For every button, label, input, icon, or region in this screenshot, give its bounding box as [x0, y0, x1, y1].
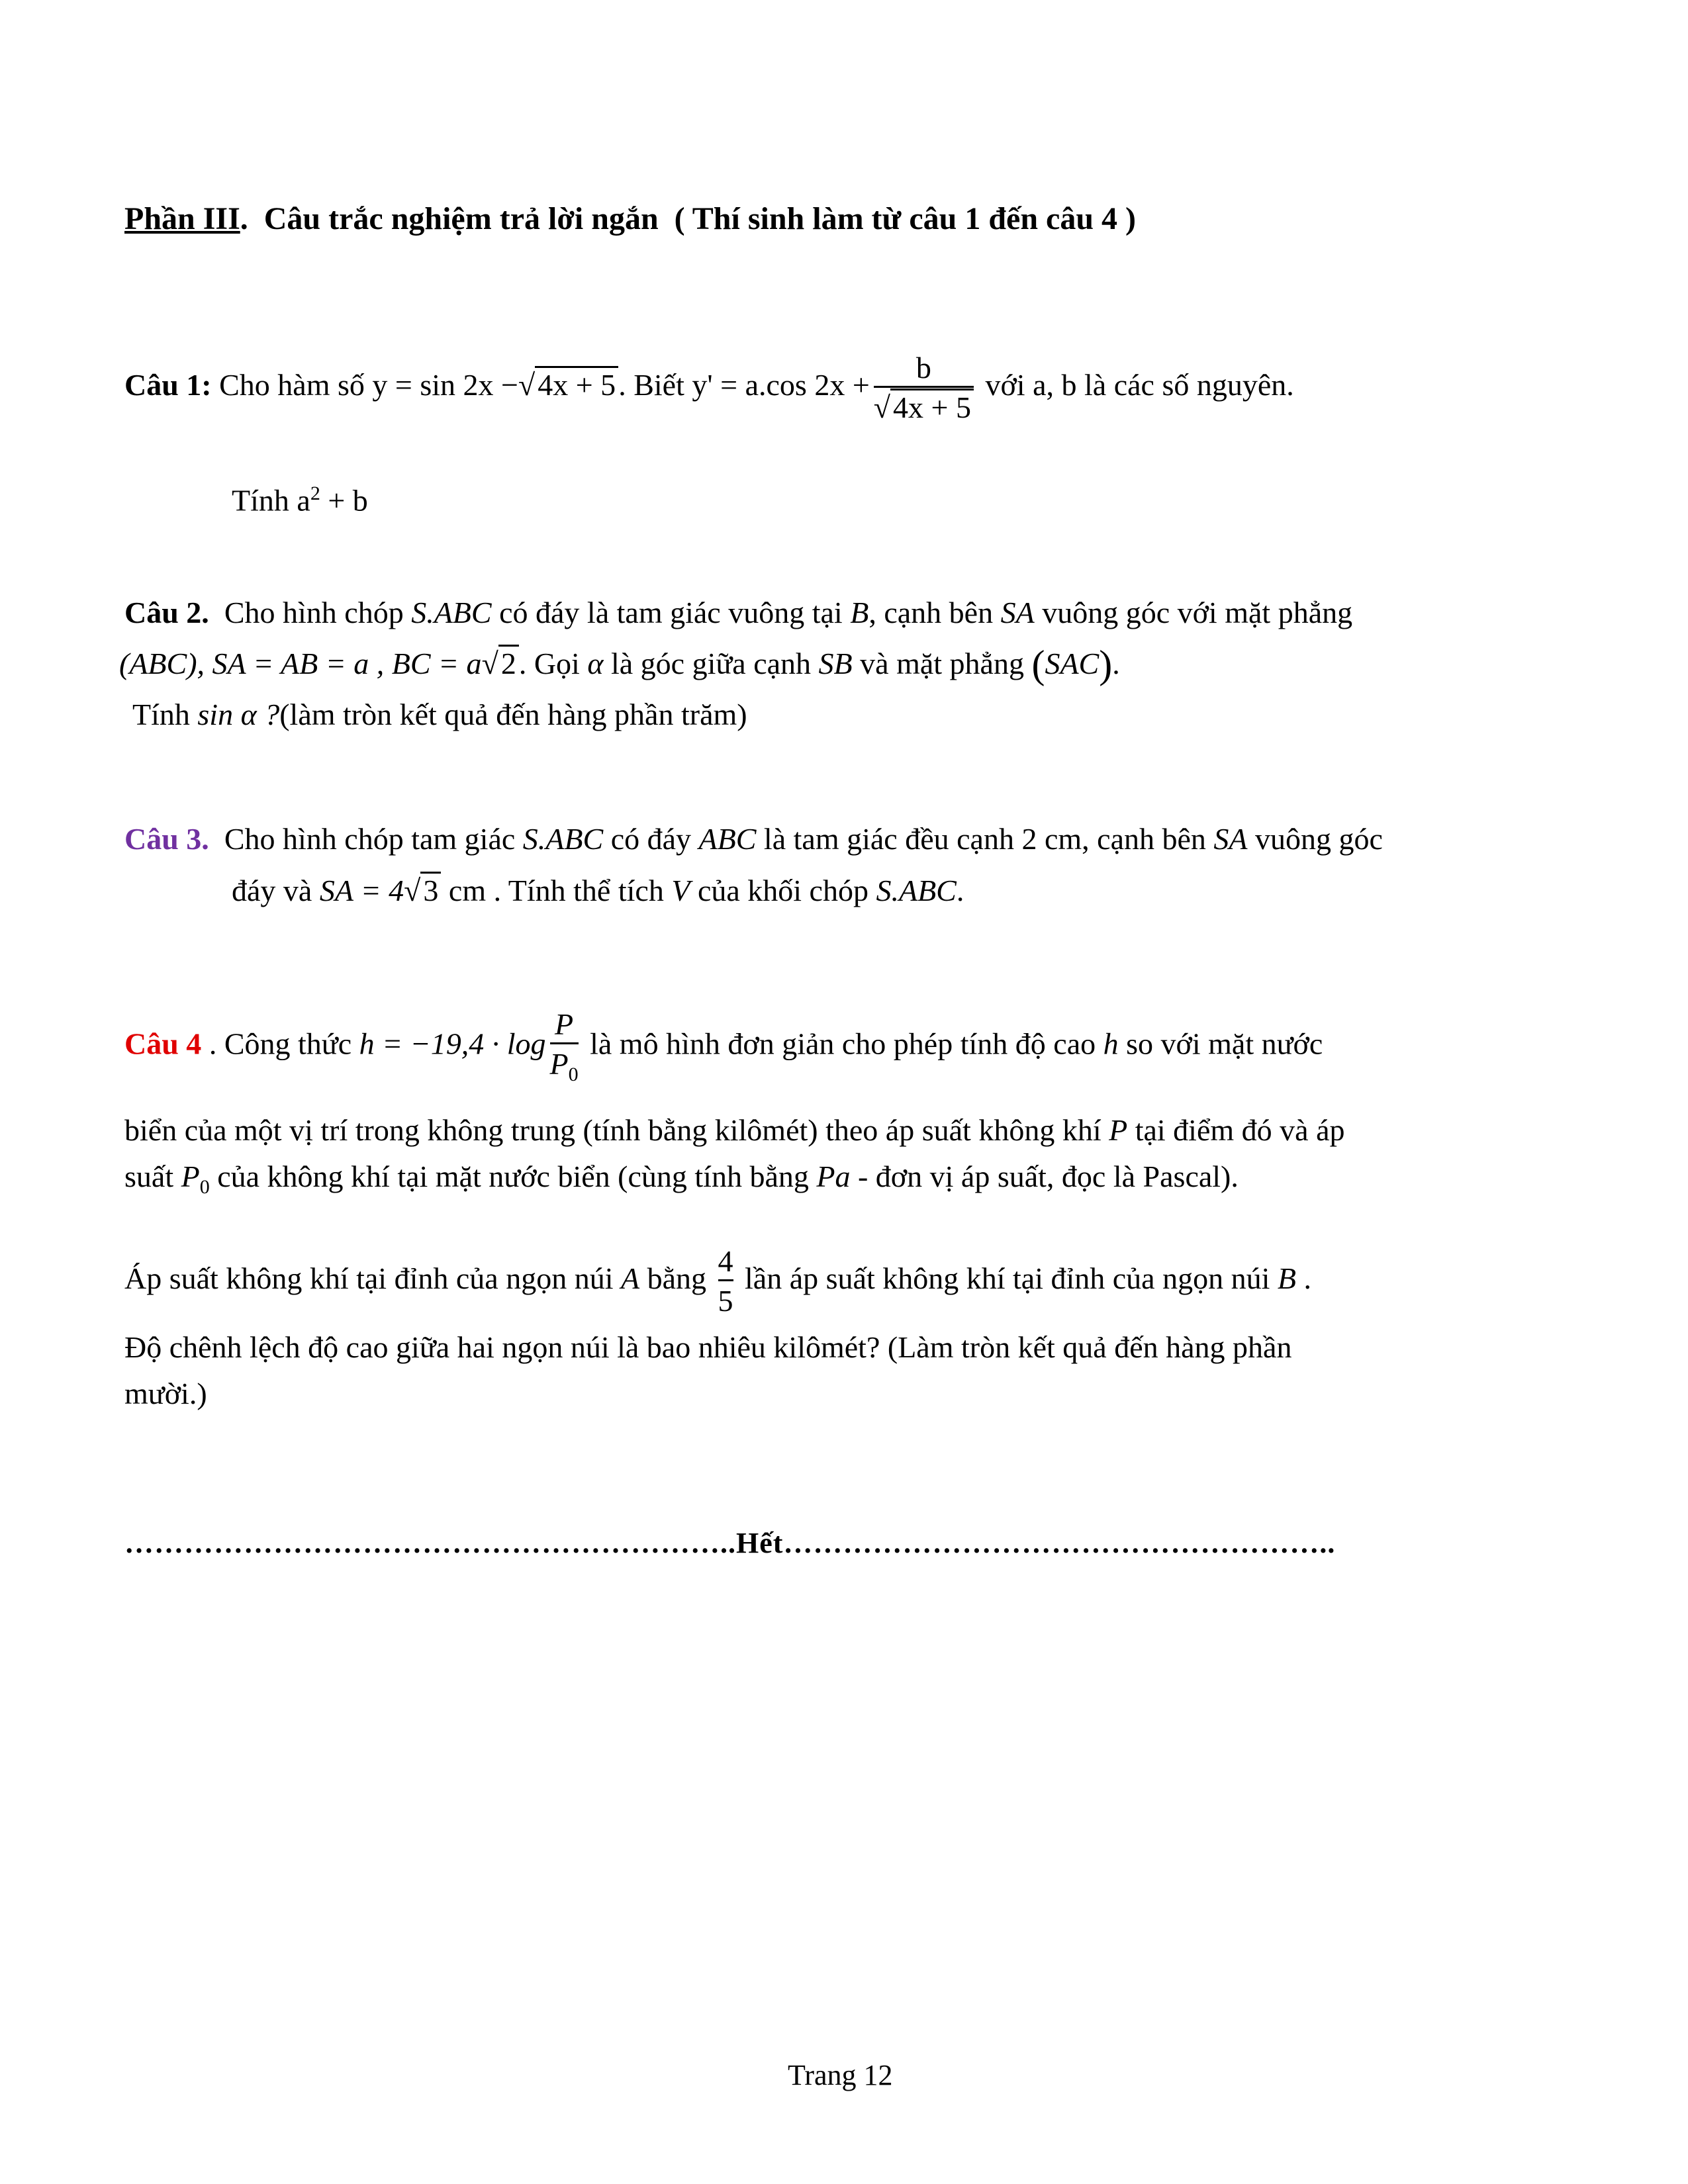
- question-4-fraction-den-sub: 0: [568, 1064, 579, 1086]
- question-4-formula-lhs: h = −19,4 · log: [359, 1026, 546, 1061]
- question-1-fraction-den-radicand: 4x + 5: [890, 388, 974, 424]
- question-4-text-a: . Công thức: [209, 1026, 352, 1061]
- question-4-text-b: là mô hình đơn giản cho phép tính độ cao: [590, 1026, 1096, 1061]
- question-2-sqrt: √2: [482, 645, 519, 682]
- question-1-label: Câu 1:: [124, 367, 212, 402]
- question-2-alpha: α: [587, 647, 604, 680]
- question-1-tail: với a, b là các số nguyên.: [985, 367, 1294, 402]
- section-title: Câu trắc nghiệm trả lời ngắn: [263, 201, 659, 236]
- page-number: Trang 12: [788, 2059, 893, 2091]
- end-marker: [124, 1526, 1335, 1561]
- question-2-text-b: có đáy là tam giác vuông tại: [499, 596, 843, 629]
- question-2-text-angle: là góc giữa cạnh: [610, 647, 812, 680]
- question-1-ask-exp: 2: [310, 482, 320, 504]
- question-1-intro: Cho hàm số: [219, 367, 365, 402]
- question-4-line-6: mười.): [124, 1377, 207, 1410]
- question-2-line-1: [124, 594, 1352, 631]
- question-1-fraction-den: √4x + 5: [874, 386, 974, 426]
- question-1-biet: . Biết: [618, 367, 684, 402]
- question-4-unit: Pa: [816, 1160, 851, 1193]
- question-3-sqrt-radicand: 3: [420, 872, 441, 907]
- question-4-mountain-a: A: [620, 1261, 640, 1295]
- question-3-label: Câu 3.: [124, 822, 209, 856]
- question-2-edge-sa: SA: [1000, 596, 1035, 629]
- question-4-line-4: [124, 1244, 1311, 1319]
- question-1-ask-base: a: [297, 483, 310, 518]
- end-dots-left: ……………………………………………………..: [124, 1527, 736, 1559]
- end-dots-right: ………………………………………………..: [783, 1527, 1336, 1559]
- question-3-base: ABC: [698, 822, 757, 856]
- question-4-ratio-den: 5: [718, 1279, 733, 1319]
- question-1-ask-prefix: Tính: [232, 483, 289, 518]
- question-1-function-radicand: 4x + 5: [535, 366, 618, 402]
- question-4-text-j: bằng: [647, 1261, 707, 1295]
- question-4-line-1: [124, 1007, 1323, 1087]
- question-2-line-2: (ABC), SA = AB = a , BC = a√2. Gọi α là góc giữa cạnh SB và mặt phẳng (SAC).: [119, 643, 1120, 686]
- question-4-line-2: [124, 1112, 1345, 1148]
- question-3-text-g: của khối chóp: [697, 874, 868, 907]
- question-4-text-f: suất: [124, 1160, 174, 1193]
- question-4-line-end: .: [1303, 1261, 1311, 1295]
- question-1-fraction: [874, 351, 974, 426]
- question-3-edge-sa: SA: [1213, 822, 1248, 856]
- question-2-label: Câu 2.: [124, 596, 209, 629]
- question-4-fraction-den-p: P: [549, 1046, 569, 1081]
- question-3-text-d: vuông góc: [1255, 822, 1383, 856]
- question-1-function-sqrt: √4x + 5: [518, 367, 618, 403]
- question-3-line-1: [124, 821, 1383, 857]
- question-4-label: Câu 4: [124, 1026, 202, 1061]
- question-4-text-k: lần áp suất không khí tại đỉnh của ngọn núi: [745, 1261, 1270, 1295]
- section-dot: .: [240, 201, 248, 236]
- question-3-shape-2: S.ABC: [876, 874, 957, 907]
- section-part: Phần III: [124, 201, 240, 236]
- question-2-vertex-b: B: [850, 596, 869, 629]
- section-note: ( Thí sinh làm từ câu 1 đến câu 4 ): [674, 201, 1137, 236]
- question-3-shape: S.ABC: [522, 822, 604, 856]
- question-4-line-5: Độ chênh lệch độ cao giữa hai ngọn núi là bao nhiêu kilômét? (Làm tròn kết quả đến hàng phần: [124, 1330, 1292, 1364]
- question-2-text-d: vuông góc với mặt phẳng: [1042, 596, 1353, 629]
- question-3-line-2: [232, 872, 964, 909]
- question-3-text-e: đáy và: [232, 874, 312, 907]
- end-word: Hết: [736, 1527, 784, 1559]
- question-2-text-goi: . Gọi: [518, 647, 580, 680]
- question-2-equation-2-lhs: BC = a: [391, 647, 482, 680]
- question-4-text-e: tại điểm đó và áp: [1135, 1113, 1345, 1147]
- question-4-var-p0: P: [181, 1160, 200, 1193]
- question-1-derivative-lhs: y' = a.cos 2x +: [692, 367, 870, 402]
- question-3-line-end: .: [956, 874, 964, 907]
- question-2-plane-sac: SAC: [1045, 647, 1100, 680]
- question-3-equation-lhs: SA = 4: [319, 874, 404, 907]
- question-4-fraction-den: [550, 1042, 579, 1087]
- question-4-text-c: so với mặt nước: [1126, 1026, 1323, 1061]
- question-2-shape: S.ABC: [411, 596, 492, 629]
- question-4-text-i: Áp suất không khí tại đỉnh của ngọn núi: [124, 1261, 614, 1295]
- question-2-sqrt-radicand: 2: [498, 645, 519, 680]
- question-2-plane-abc: (ABC): [119, 647, 197, 680]
- question-2-text-a: Cho hình chóp: [224, 596, 404, 629]
- question-2-equation-1: , SA = AB = a ,: [197, 647, 385, 680]
- question-3-text-a: Cho hình chóp tam giác: [224, 822, 516, 856]
- question-4-text-d: biển của một vị trí trong không trung (tính bằng kilômét) theo áp suất không khí: [124, 1113, 1102, 1147]
- question-4-ratio: [718, 1244, 733, 1319]
- question-2-ask: [132, 696, 747, 733]
- question-4-text-h: - đơn vị áp suất, đọc là Pascal).: [857, 1160, 1239, 1193]
- section-heading: [124, 200, 1136, 238]
- question-4-fraction-num: P: [555, 1007, 574, 1041]
- question-2-edge-sb: SB: [818, 647, 853, 680]
- question-2-line-end: .: [1112, 647, 1120, 680]
- question-4-text-g: của không khí tại mặt nước biển (cùng tính bằng: [217, 1160, 809, 1193]
- question-3-text-b: có đáy: [610, 822, 692, 856]
- question-4-fraction: [550, 1007, 579, 1087]
- question-3-sqrt: √3: [404, 872, 441, 909]
- question-2-text-plane: và mặt phẳng: [860, 647, 1024, 680]
- question-3-text-f: cm . Tính thể tích: [448, 874, 664, 907]
- question-4-ratio-num: 4: [718, 1244, 733, 1278]
- question-4-var-p: P: [1109, 1113, 1128, 1147]
- question-1-line-1: [124, 351, 1294, 426]
- question-1-ask-suffix: + b: [328, 483, 368, 518]
- question-2-text-c: , cạnh bên: [868, 596, 994, 629]
- question-2-ask-prefix: Tính: [132, 698, 190, 731]
- question-1-function-lhs: y = sin 2x −: [372, 367, 518, 402]
- question-2-ask-note: (làm tròn kết quả đến hàng phần trăm): [279, 698, 747, 731]
- question-4-var-h: h: [1103, 1026, 1119, 1061]
- question-1-fraction-num: b: [915, 351, 931, 385]
- question-2-ask-expression: sin α ?: [197, 698, 280, 731]
- question-4-mountain-b: B: [1277, 1261, 1296, 1295]
- question-1-ask: [232, 482, 368, 519]
- question-4-var-p0-sub: 0: [199, 1176, 210, 1199]
- question-4-line-3: [124, 1158, 1239, 1199]
- question-3-volume: V: [671, 874, 690, 907]
- question-3-text-c: là tam giác đều cạnh 2 cm, cạnh bên: [763, 822, 1206, 856]
